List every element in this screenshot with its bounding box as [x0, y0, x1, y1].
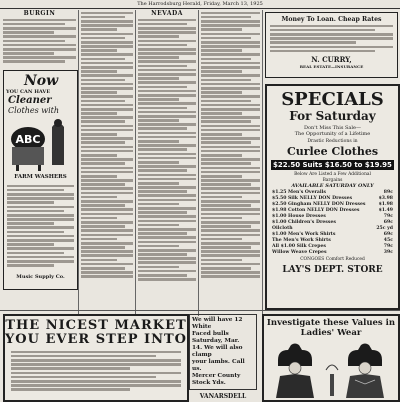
specials-ad — [265, 84, 400, 310]
sale-line: We will have 12 White — [192, 317, 243, 330]
ad-now: Now — [24, 73, 59, 89]
column-rule — [135, 10, 136, 316]
dealer-name: Music Supply Co. — [16, 274, 65, 280]
farm-washers-caption: FARM WASHERS — [14, 174, 67, 180]
special-item-name: $1.00 Children's Dresses — [272, 220, 336, 225]
sale-line: Mercer County Stock Yds. — [192, 373, 241, 386]
specials-line: Drastic Reductions in — [307, 139, 358, 144]
special-item-price: 69c — [383, 232, 393, 237]
special-item-name: $1.98 Cotton NELLY DON Dresses — [272, 208, 360, 213]
column-burgin — [3, 10, 76, 70]
sale-line: your lambs. Call us. — [192, 359, 245, 372]
vanarsdell-heading: VANARSDELL — [199, 393, 247, 398]
specials-subtitle: For Saturday — [289, 109, 376, 123]
nicest-market-ad — [3, 314, 189, 402]
nicest-line2: YOU EVER STEP INTO — [5, 332, 187, 347]
price-banner: $22.50 Suits $16.50 to $19.95 — [271, 160, 394, 170]
money-ad-title: Money To Loan. Cheap Rates — [281, 16, 382, 23]
special-item-name: $5.50 Silk NELLY DON Dresses — [272, 196, 353, 201]
abc-washer-ad — [3, 70, 78, 290]
special-item-price: 39c — [383, 250, 393, 255]
specials-items — [267, 189, 398, 257]
ladies-wear-ad — [262, 314, 400, 402]
special-item-name: $1.00 House Dresses — [272, 214, 326, 219]
ad-clothes: Clothes with — [8, 106, 60, 115]
special-item-price: 79c — [383, 214, 393, 219]
special-item-name: The Men's Work Shirts — [272, 238, 331, 243]
specials-line: Don't Miss This Sale— — [304, 125, 361, 131]
ad-line: YOU CAN HAVE — [6, 89, 51, 95]
special-item-name: Oilcloth — [272, 226, 293, 231]
ladies-wear-title: Investigate these Values in Ladies' Wear — [266, 318, 396, 338]
abc-brand-text: ABC — [15, 133, 41, 146]
special-item-price: 45c — [383, 238, 393, 243]
nicest-line1: THE NICEST MARKET — [5, 318, 187, 333]
ad-body — [7, 183, 74, 268]
money-ad-subtitle: REAL ESTATE—INSURANCE — [299, 64, 364, 70]
column-nevada — [138, 10, 196, 306]
specials-line: Below Are Listed a Few Additional — [294, 172, 371, 177]
ladies-illustration — [270, 340, 390, 398]
special-item-name: $1.25 Men's Overalls — [272, 190, 326, 195]
special-item-price: 89c — [383, 190, 393, 195]
specials-line: The Opportunity of a Lifetime — [294, 131, 371, 137]
section-heading: BURGIN — [23, 10, 56, 17]
column-rule — [262, 10, 263, 316]
special-item-name: $2.50 Gingham NELLY DON Dresses — [272, 202, 366, 207]
section-heading: NEVADA — [151, 10, 183, 17]
sale-line: Faced bulls Saturday, Mar. — [192, 331, 240, 344]
special-item-price: $3.98 — [378, 196, 393, 201]
money-ad-name: N. CURRY, — [311, 55, 352, 65]
specials-title: SPECIALS — [281, 89, 384, 110]
column-two — [81, 10, 133, 306]
sale-line: 14. We will also clamp — [192, 345, 243, 358]
washer-illustration — [8, 117, 73, 172]
section-rule — [0, 310, 400, 311]
column-rule — [198, 10, 199, 316]
special-item-price: 25c yd — [376, 226, 393, 231]
curlee-brand: Curlee Clothes — [286, 145, 379, 158]
masthead: The Harrodsburg Herald, Friday, March 13, 1925 — [0, 0, 400, 9]
special-item-name: $1.00 Men's Work Shirts — [272, 232, 336, 237]
special-item-price: $1.98 — [378, 202, 393, 207]
money-loan-ad — [265, 12, 398, 78]
special-item-row — [272, 250, 393, 256]
special-item-name: Willow Weave Crepes — [272, 250, 327, 255]
specials-note: CONGOES Comfort Reduced — [300, 257, 365, 262]
stock-yards-ad — [189, 314, 257, 398]
special-item-price: 69c — [383, 220, 393, 225]
special-item-price: $1.49 — [378, 208, 393, 213]
store-name: LAY'S DEPT. STORE — [282, 264, 383, 275]
special-item-price: 79c — [383, 244, 393, 249]
ad-cleaner: Cleaner — [8, 95, 52, 106]
column-four — [201, 10, 260, 306]
specials-line: AVAILABLE SATURDAY ONLY — [291, 183, 374, 189]
special-item-name: All $1.00 Silk Crepes — [272, 244, 326, 249]
stock-yards-box — [189, 314, 257, 390]
column-rule — [78, 10, 79, 316]
specials-line: Bargains — [322, 177, 343, 183]
